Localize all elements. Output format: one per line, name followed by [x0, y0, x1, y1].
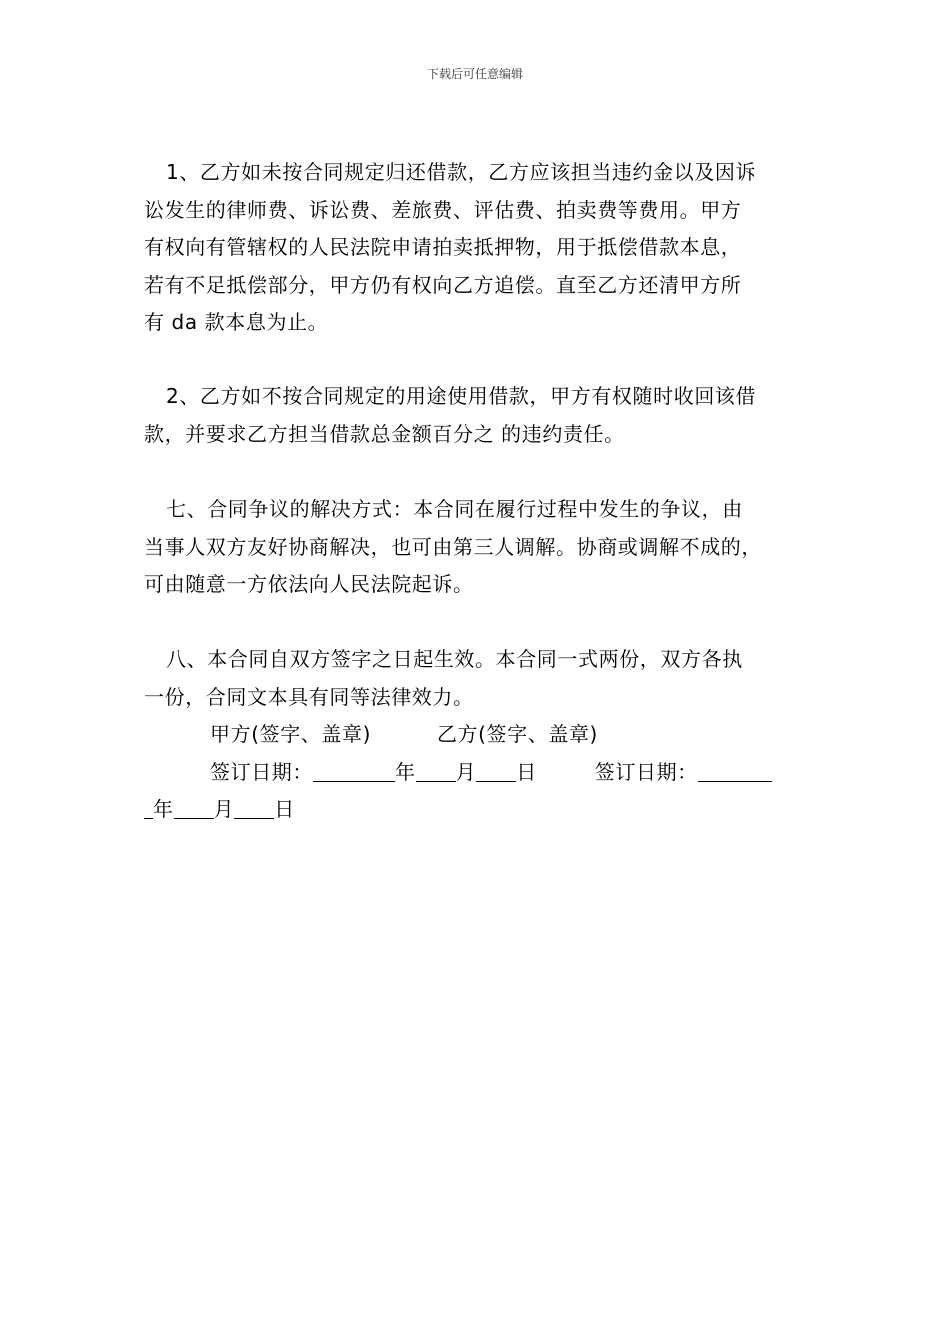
month-label: 月 [455, 759, 477, 784]
clause-2-line: 款，并要求乙方担当借款总金额百分之 的违约责任。 [144, 421, 625, 446]
month-blank-b[interactable] [174, 796, 214, 819]
section-7-line: 七、合同争议的解决方式：本合同在履行过程中发生的争议，由 [166, 497, 743, 521]
year-blank-a[interactable] [313, 759, 395, 782]
clause-1-line: 有权向有管辖权的人民法院申请拍卖抵押物，用于抵偿借款本息， [144, 235, 742, 259]
clause-1-line: 有 da 款本息为止。 [144, 310, 329, 334]
clause-1-line: 讼发生的律师费、诉讼费、差旅费、评估费、拍卖费等费用。甲方 [144, 197, 742, 222]
clause-1-line: 若有不足抵偿部分，甲方仍有权向乙方追偿。直至乙方还清甲方所 [144, 272, 742, 297]
day-blank-b[interactable] [234, 796, 274, 819]
section-8 [144, 641, 809, 829]
signature-dates-continued [144, 791, 809, 829]
party-b-signature-label: 乙方(签字、盖章) [436, 722, 598, 746]
signature-parties [144, 716, 809, 754]
year-blank-b-part1[interactable] [698, 759, 772, 782]
clause-1-line: 1、乙方如未按合同规定归还借款，乙方应该担当违约金以及因诉 [166, 160, 757, 184]
year-blank-b-part2[interactable] [144, 796, 153, 819]
day-label: 日 [274, 797, 295, 821]
day-label: 日 [516, 759, 537, 784]
clause-2-line: 2、乙方如不按合同规定的用途使用借款，甲方有权随时收回该借 [166, 384, 757, 408]
date-label-b: 签订日期： [594, 759, 698, 784]
page-header: 下载后可任意编辑 [426, 67, 523, 81]
section-8-line: 一份，合同文本具有同等法律效力。 [144, 684, 474, 709]
section-8-line: 八、本合同自双方签字之日起生效。本合同一式两份，双方各执 [166, 647, 743, 671]
month-label: 月 [213, 797, 235, 821]
signature-dates [144, 754, 809, 792]
month-blank-a[interactable] [416, 759, 456, 782]
year-label: 年 [153, 797, 174, 821]
year-label: 年 [395, 759, 416, 784]
section-7 [144, 491, 809, 604]
section-7-line: 可由随意一方依法向人民法院起诉。 [144, 572, 474, 596]
party-a-signature-label: 甲方(签字、盖章) [210, 722, 372, 746]
clause-1 [144, 154, 809, 342]
section-7-line: 当事人双方友好协商解决，也可由第三人调解。协商或调解不成的， [144, 534, 762, 559]
date-label-a: 签订日期： [210, 759, 313, 784]
clause-2 [144, 378, 809, 453]
day-blank-a[interactable] [476, 759, 516, 782]
